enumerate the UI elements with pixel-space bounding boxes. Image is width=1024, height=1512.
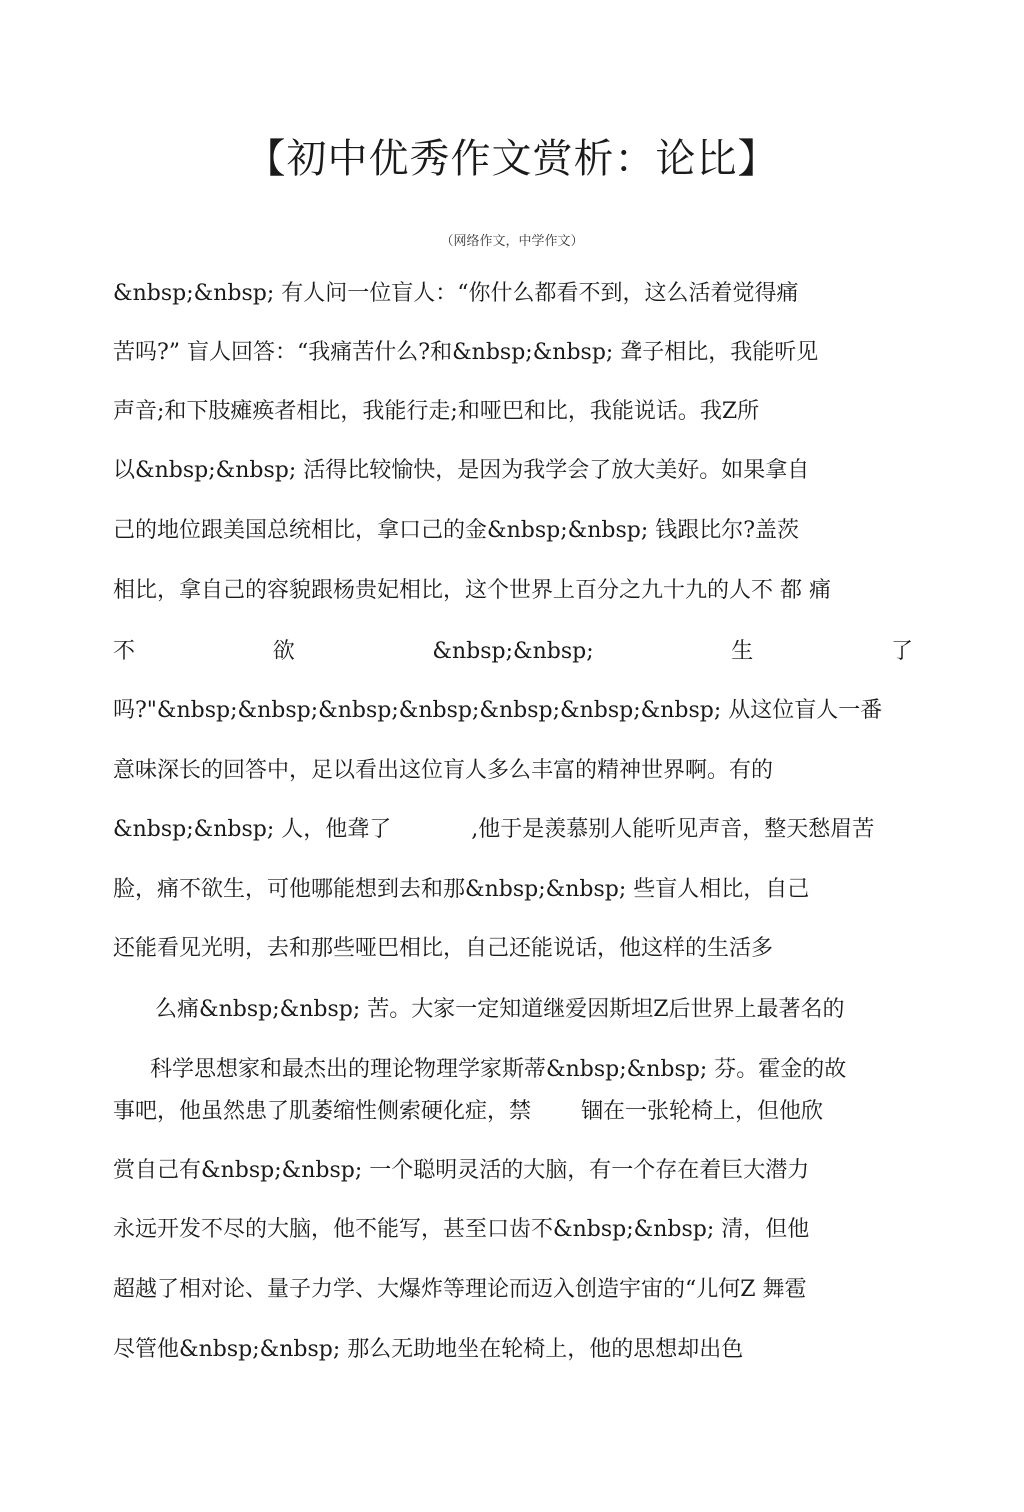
paragraph-line: 赏自己有&nbsp;&nbsp; 一个聪明灵活的大脑，有一个存在着巨大潜力 <box>113 1158 810 1183</box>
page-subtitle: （网络作文，中学作文） <box>440 234 584 249</box>
line-word: 了 <box>890 639 913 664</box>
paragraph-line: 科学思想家和最杰出的理论物理学家斯蒂&nbsp;&nbsp; 芬。霍金的故 <box>150 1057 847 1082</box>
line-segment: &nbsp;&nbsp; 人，他聋了 <box>113 817 392 842</box>
paragraph-line: 以&nbsp;&nbsp; 活得比较愉快，是因为我学会了放大美好。如果拿自 <box>113 458 810 483</box>
paragraph-line: 么痛&nbsp;&nbsp; 苦。大家一定知道继爱因斯坦Z后世界上最著名的 <box>155 997 845 1022</box>
line-segment: 事吧，他虽然患了肌萎缩性侧索硬化症，禁 <box>113 1099 532 1124</box>
paragraph-line: 永远开发不尽的大脑，他不能写，甚至口齿不&nbsp;&nbsp; 清，但他 <box>113 1217 810 1242</box>
paragraph-line: 脸，痛不欲生，可他哪能想到去和那&nbsp;&nbsp; 些盲人相比，自己 <box>113 877 810 902</box>
paragraph-line <box>113 816 874 844</box>
paragraph-line: 己的地位跟美国总统相比，拿口己的金&nbsp;&nbsp; 钱跟比尔?盖茨 <box>113 518 800 543</box>
paragraph-line: 吗?"&nbsp;&nbsp;&nbsp;&nbsp;&nbsp;&nbsp;&nbsp; 从这位盲人一番 <box>113 698 883 723</box>
line-word: &nbsp;&nbsp; <box>432 639 594 664</box>
line-segment: ,他于是羡慕别人能听见声音，整天愁眉苦 <box>471 817 875 842</box>
paragraph-line: 声音;和下肢瘫痪者相比，我能行走;和哑巴和比，我能说话。我Z所 <box>113 399 760 424</box>
line-word: 生 <box>731 639 754 664</box>
paragraph-line: 尽管他&nbsp;&nbsp; 那么无助地坐在轮椅上，他的思想却出色 <box>113 1337 744 1362</box>
paragraph-line <box>113 1098 823 1126</box>
paragraph-line: 意味深长的回答中，足以看出这位肓人多么丰富的精神世界啊。有的 <box>113 758 774 783</box>
paragraph-line: &nbsp;&nbsp; 有人问一位盲人：“你什么都看不到，这么活着觉得痛 <box>113 281 799 306</box>
paragraph-line: 还能看见光明，去和那些哑巴相比，自己还能说话，他这样的生活多 <box>113 936 774 961</box>
paragraph-line: 相比，拿自己的容貌跟杨贵妃相比，这个世界上百分之九十九的人不 都 痛 <box>113 578 831 603</box>
line-segment: 锢在一张轮椅上，但他欣 <box>581 1099 824 1124</box>
paragraph-line: 苦吗?” 盲人回答：“我痛苦什么?和&nbsp;&nbsp; 聋子相比，我能听见 <box>113 340 819 365</box>
paragraph-line: 超越了相对论、量子力学、大爆炸等理论而迈入创造宇宙的“儿何Z 舞雹 <box>113 1277 807 1302</box>
line-word: 不 <box>113 639 136 664</box>
justified-line <box>113 638 913 666</box>
page-title: 【初中优秀作文赏析：论比】 <box>245 136 779 182</box>
line-word: 欲 <box>272 639 295 664</box>
